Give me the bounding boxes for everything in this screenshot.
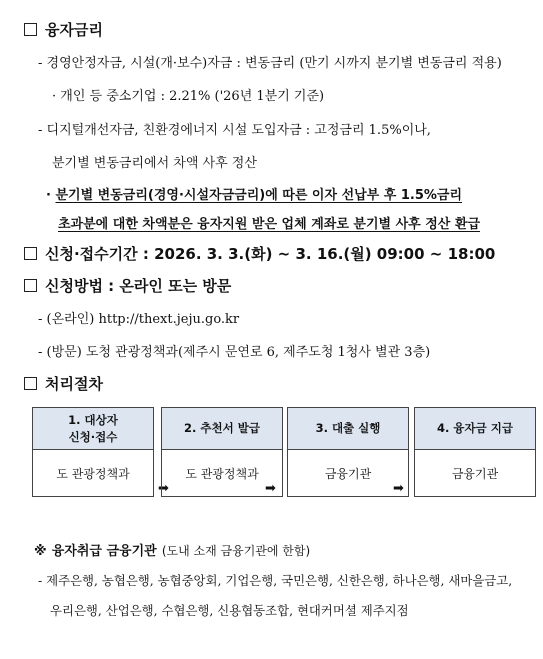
method-visit: - (방문) 도청 관광정책과(제주시 문연로 6, 제주도청 1청사 별관 3층) xyxy=(38,345,431,360)
lenders-line-2: 우리은행, 산업은행, 수협은행, 신용협동조합, 현대커머셜 제주지점 xyxy=(50,603,409,618)
rate-line-3: - 디지털개선자금, 친환경에너지 시설 도입자금 : 고정금리 1.5%이나, xyxy=(38,123,431,138)
process-step-3 xyxy=(287,407,409,497)
process-step-title: 4. 융자금 지급 xyxy=(415,408,535,450)
period-text: 신청·접수기간 : 2026. 3. 3.(화) ~ 3. 16.(월) 09:00 ~ 18:00 xyxy=(45,245,496,263)
rate-line-2: · 개인 등 중소기업 : 2.21% ('26년 1분기 기준) xyxy=(52,89,325,104)
section-process-heading xyxy=(24,373,103,394)
section-method-heading xyxy=(24,275,231,296)
process-step-owner: 금융기관 xyxy=(451,466,499,481)
rate-note-text-1: 분기별 변동금리(경영·시설자금금리)에 따른 이자 선납부 후 1.5%금리 xyxy=(55,188,463,203)
arrow-right-icon: ➡ xyxy=(393,481,404,496)
section-method-title: 신청방법 : 온라인 또는 방문 xyxy=(45,277,232,295)
process-step-owner: 금융기관 xyxy=(324,466,372,481)
section-period xyxy=(24,243,495,264)
checkbox-icon xyxy=(24,279,37,292)
process-step-owner: 도 관광정책과 xyxy=(56,466,130,481)
process-step-4 xyxy=(414,407,536,497)
lenders-title-note: (도내 소재 금융기관에 한함) xyxy=(161,544,311,558)
rate-note-line-1 xyxy=(46,184,462,203)
process-step-owner: 도 관광정책과 xyxy=(185,466,259,481)
note-mark-icon: ※ xyxy=(34,544,47,559)
process-step-1 xyxy=(32,407,154,497)
lenders-heading xyxy=(34,540,310,559)
checkbox-icon xyxy=(24,247,37,260)
rate-line-1: - 경영안정자금, 시설(개·보수)자금 : 변동금리 (만기 시까지 분기별 변동금리 적용) xyxy=(38,56,502,71)
process-step-title: 1. 대상자 신청·접수 xyxy=(33,408,153,450)
rate-note-bullet: · xyxy=(46,188,51,203)
process-step-title: 3. 대출 실행 xyxy=(288,408,408,450)
lenders-line-1: - 제주은행, 농협은행, 농협중앙회, 기업은행, 국민은행, 신한은행, 하나은행, 새마을금고, xyxy=(38,573,513,588)
checkbox-icon xyxy=(24,23,37,36)
rate-note-line-2: 초과분에 대한 차액분은 융자지원 받은 업체 계좌로 분기별 사후 정산 환급 xyxy=(58,217,480,232)
section-process-title: 처리절차 xyxy=(45,375,103,393)
arrow-right-icon: ➡ xyxy=(158,481,169,496)
section-rate-title: 융자금리 xyxy=(45,21,103,39)
checkbox-icon xyxy=(24,377,37,390)
method-online: - (온라인) http://thext.jeju.go.kr xyxy=(38,312,240,327)
section-rate-heading xyxy=(24,19,103,40)
process-step-title: 2. 추천서 발급 xyxy=(162,408,282,450)
lenders-title: 융자취급 금융기관 xyxy=(51,544,157,559)
rate-line-4: 분기별 변동금리에서 차액 사후 정산 xyxy=(52,156,257,171)
arrow-right-icon: ➡ xyxy=(265,481,276,496)
